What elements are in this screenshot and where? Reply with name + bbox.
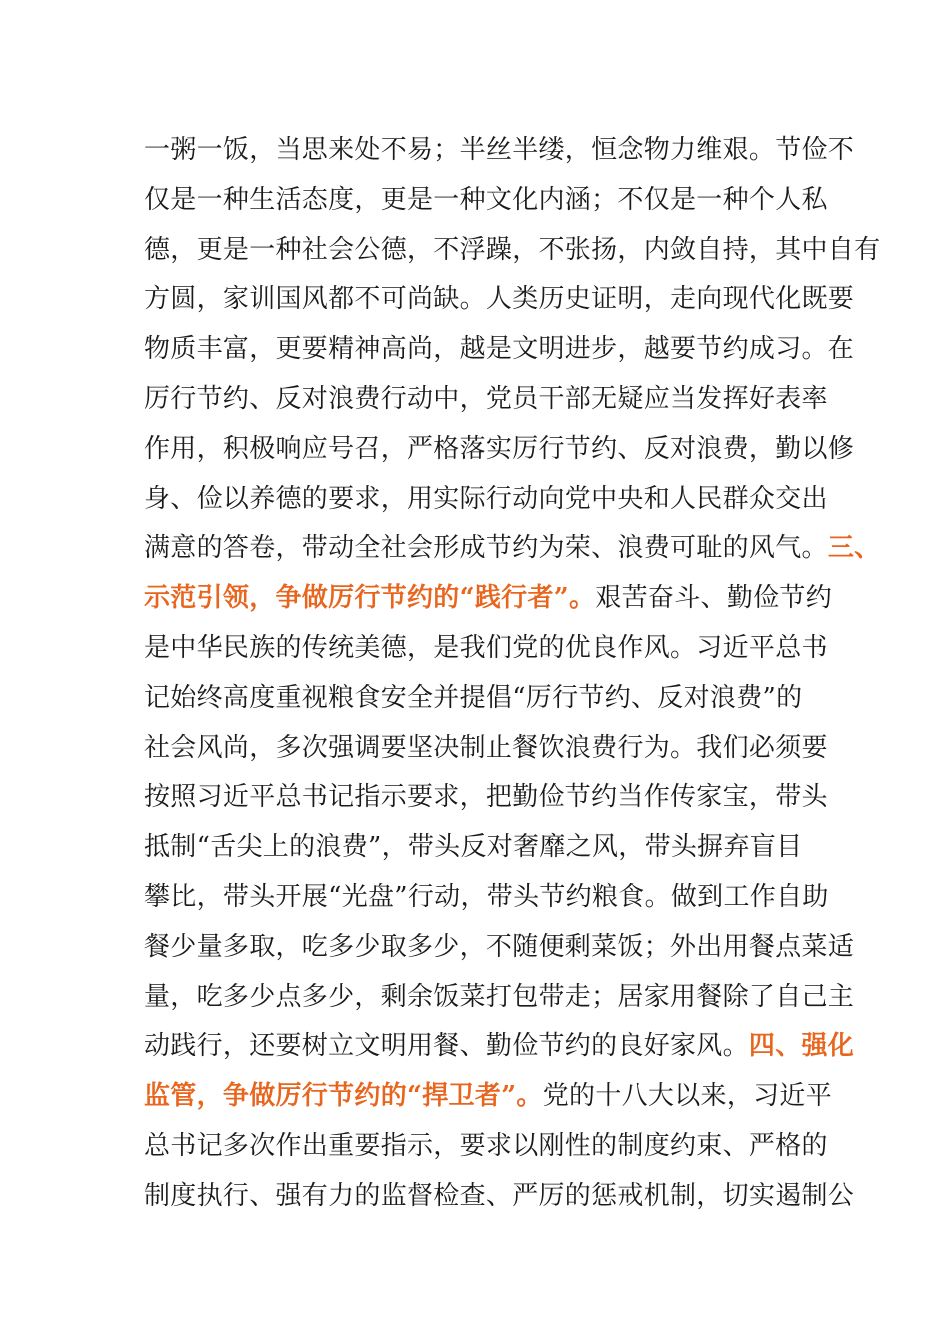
body-text bbox=[144, 126, 881, 1222]
paragraph-text: 制度执行、强有力的监督检查、严厉的惩戒机制，切实遏制公 bbox=[144, 1180, 855, 1211]
paragraph-text: 方圆，家训国风都不可尚缺。人类历史证明，走向现代化既要 bbox=[144, 284, 855, 315]
text-line bbox=[144, 1122, 828, 1172]
paragraph-text: 德，更是一种社会公德，不浮躁，不张扬，内敛自持，其中自有 bbox=[144, 234, 881, 265]
text-line bbox=[144, 126, 855, 176]
section-heading-text: 四、强化 bbox=[748, 1031, 855, 1062]
text-line bbox=[144, 873, 829, 923]
text-line bbox=[144, 425, 855, 475]
text-line bbox=[144, 1072, 833, 1122]
paragraph-text: 厉行节约、反对浪费行动中，党员干部无疑应当发挥好表率 bbox=[144, 383, 828, 414]
text-line bbox=[144, 1022, 855, 1072]
paragraph-text: 仅是一种生活态度，更是一种文化内涵；不仅是一种个人私 bbox=[144, 184, 828, 215]
section-heading-text: 监管，争做厉行节约的“捍卫者”。 bbox=[144, 1081, 543, 1112]
paragraph-text: 物质丰富，更要精神高尚，越是文明进步，越要节约成习。在 bbox=[144, 334, 855, 365]
text-line bbox=[144, 973, 855, 1023]
paragraph-text: 身、俭以养德的要求，用实际行动向党中央和人民群众交出 bbox=[144, 483, 828, 514]
paragraph-text: 社会风尚，多次强调要坚决制止餐饮浪费行为。我们必须要 bbox=[144, 732, 828, 763]
text-line bbox=[144, 176, 828, 226]
paragraph-text: 攀比，带头开展“光盘”行动，带头节约粮食。做到工作自助 bbox=[144, 881, 829, 912]
text-line bbox=[144, 823, 810, 873]
paragraph-text: 是中华民族的传统美德，是我们党的优良作风。习近平总书 bbox=[144, 632, 828, 663]
text-line bbox=[144, 275, 855, 325]
text-line bbox=[144, 624, 828, 674]
paragraph-text: 餐少量多取，吃多少取多少，不随便剩菜饭；外出用餐点菜适 bbox=[144, 931, 855, 962]
text-line bbox=[144, 574, 833, 624]
paragraph-text: 按照习近平总书记指示要求，把勤俭节约当作传家宝，带头 bbox=[144, 782, 828, 813]
text-line bbox=[144, 475, 828, 525]
paragraph-text: 党的十八大以来，习近平 bbox=[542, 1081, 833, 1112]
paragraph-text: 满意的答卷，带动全社会形成节约为荣、浪费可耻的风气。 bbox=[144, 533, 828, 564]
text-line bbox=[144, 524, 881, 574]
paragraph-text: 动践行，还要树立文明用餐、勤俭节约的良好家风。 bbox=[144, 1031, 749, 1062]
text-line bbox=[144, 773, 828, 823]
text-line bbox=[144, 674, 810, 724]
text-line bbox=[144, 724, 828, 774]
section-heading-text: 三、 bbox=[827, 533, 881, 564]
text-line bbox=[144, 226, 881, 276]
paragraph-text: 一粥一饭，当思来处不易；半丝半缕，恒念物力维艰。节俭不 bbox=[144, 135, 855, 165]
paragraph-text: 量，吃多少点多少，剩余饭菜打包带走；居家用餐除了自己主 bbox=[144, 981, 855, 1012]
paragraph-text: 抵制“舌尖上的浪费”，带头反对奢靡之风，带头摒弃盲目 bbox=[144, 832, 803, 863]
paragraph-text: 总书记多次作出重要指示，要求以刚性的制度约束、严格的 bbox=[144, 1130, 828, 1161]
text-line bbox=[144, 325, 855, 375]
paragraph-text: 作用，积极响应号召，严格落实厉行节约、反对浪费，勤以修 bbox=[144, 433, 855, 464]
paragraph-text: 艰苦奋斗、勤俭节约 bbox=[595, 583, 833, 614]
text-line bbox=[144, 375, 828, 425]
section-heading-text: 示范引领，争做厉行节约的“践行者”。 bbox=[144, 583, 596, 614]
text-line bbox=[144, 1172, 855, 1222]
paragraph-text: 记始终高度重视粮食安全并提倡“厉行节约、反对浪费”的 bbox=[144, 682, 803, 713]
text-line bbox=[144, 923, 855, 973]
